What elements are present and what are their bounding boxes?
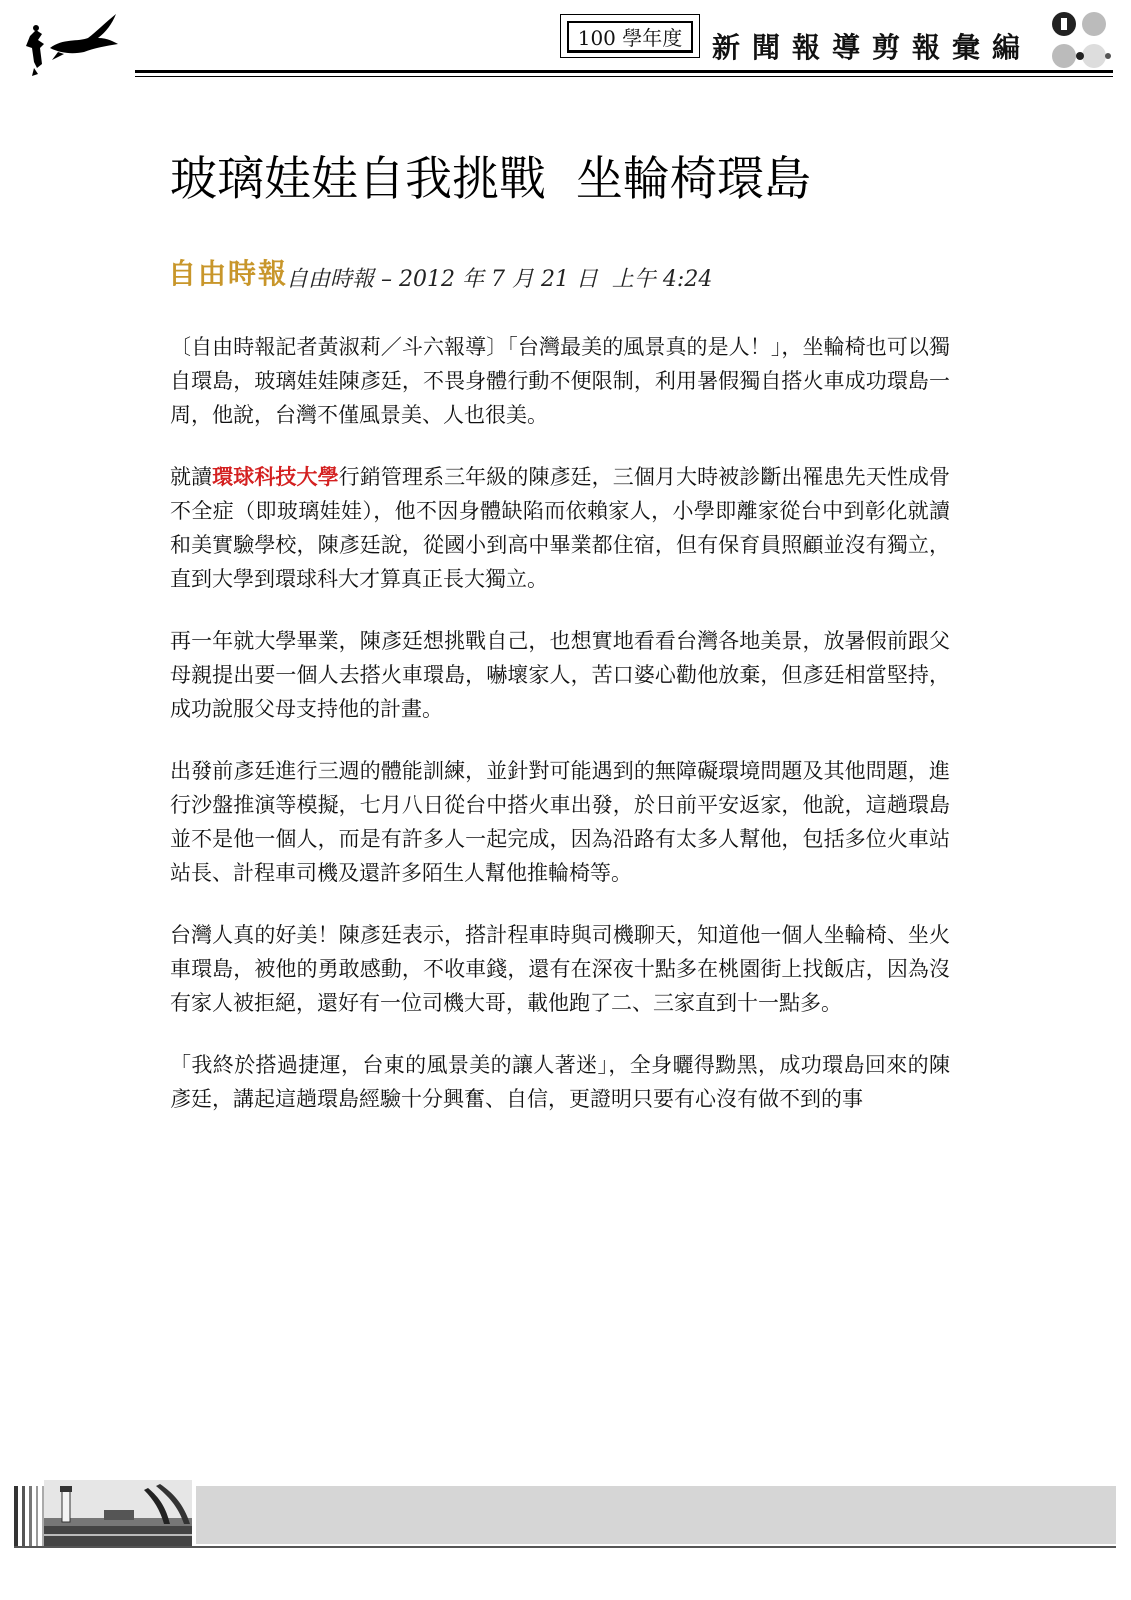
header-title: 新聞報導剪報彙編 <box>712 31 1033 64</box>
year-box <box>560 14 700 58</box>
page-footer <box>0 1480 1131 1600</box>
footer-bar <box>196 1486 1116 1544</box>
bird-silhouette-icon <box>18 8 128 78</box>
paragraph: 台灣人真的好美！陳彥廷表示，搭計程車時與司機聊天，知道他一個人坐輪椅、坐火車環島，被他的勇敢感動，不收車錢，還有在深夜十點多在桃園街上找飯店，因為沒有家人被拒絕，還好有一位司機大哥，載他跑了二、三家直到十一點多。 <box>170 923 950 1015</box>
newspaper-logo: 自由時報 <box>168 257 289 290</box>
paragraph-text: 就讀 <box>170 465 213 489</box>
paragraph: 出發前彥廷進行三週的體能訓練，並針對可能遇到的無障礙環境問題及其他問題，進行沙盤推演等模擬，七月八日從台中搭火車出發，於日前平安返家，他說，這趟環島並不是他一個人，而是有許多人一起完成，因為沿路有太多人幫他，包括多位火車站站長、計程車司機及還許多陌生人幫他推輪椅等。 <box>170 759 950 885</box>
paragraph: 〔自由時報記者黃淑莉／斗六報導〕「台灣最美的風景真的是人！」，坐輪椅也可以獨自環島，玻璃娃娃陳彥廷，不畏身體行動不便限制，利用暑假獨自搭火車成功環島一周，他說，台灣不僅風景美、人也很美。 <box>170 335 950 427</box>
paragraph: 再一年就大學畢業，陳彥廷想挑戰自己，也想實地看看台灣各地美景，放暑假前跟父母親提出要一個人去搭火車環島，嚇壞家人，苦口婆心勸他放棄，但彥廷相當堅持，成功說服父母支持他的計畫。 <box>170 629 950 721</box>
lighthouse-photo <box>44 1480 192 1546</box>
source-dateline: 自由時報 – 2012 年 7 月 21 日 上午 4:24 <box>286 267 713 292</box>
header-rule-thin <box>135 76 1113 77</box>
university-name-highlight: 環球科技大學 <box>212 465 339 489</box>
header-rule <box>135 70 1113 73</box>
article-body <box>170 330 950 1144</box>
paragraph: 「我終於搭過捷運，台東的風景美的讓人著迷」，全身曬得黝黑，成功環島回來的陳彥廷，講起這趟環島經驗十分興奮、自信，更證明只要有心沒有做不到的事 <box>170 1053 950 1111</box>
paragraph-text: 行銷管理系三年級的陳彥廷，三個月大時被診斷出罹患先天性成骨不全症（即玻璃娃娃），他不因身體缺陷而依賴家人，小學即離家從台中到彰化就讀和美實驗學校，陳彥廷說，從國小到高中畢業都住宿，但有保育員照顧並沒有獨立，直到大學到環球科大才算真正長大獨立。 <box>170 465 951 591</box>
page-header <box>0 0 1131 90</box>
footer-rule <box>14 1546 1116 1548</box>
paragraph <box>170 460 950 596</box>
circles-decoration-icon <box>1050 8 1120 78</box>
article-source <box>168 256 868 296</box>
article-headline: 玻璃娃娃自我挑戰 坐輪椅環島 <box>170 152 811 207</box>
year-label: 100 學年度 <box>567 21 693 53</box>
